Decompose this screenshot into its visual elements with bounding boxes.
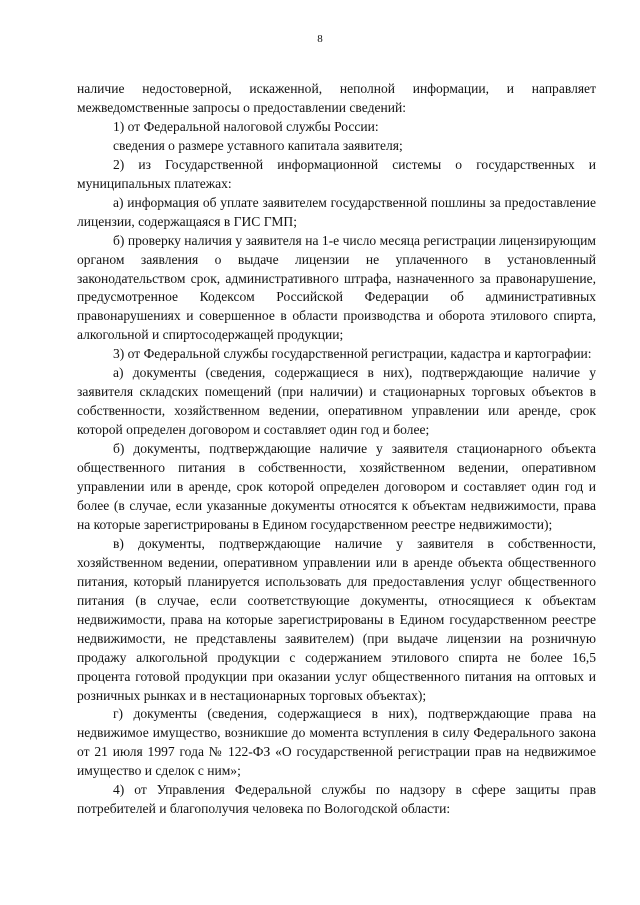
paragraph-item-4: 4) от Управления Федеральной службы по надзору в сфере защиты прав потребителей и благополучия человека по Вологодской области: xyxy=(77,782,596,817)
paragraph-item-3a: а) документы (сведения, содержащиеся в них), подтверждающие наличие у заявителя складских помещений (при наличии) и стационарных торговых объектов в собственности, хозяйственном ведении, оперативном управлении или аренде, срок которой определен договором и составляет один год и более; xyxy=(77,365,596,438)
paragraph-item-3g: г) документы (сведения, содержащиеся в них), подтверждающие права на недвижимое имущество, возникшие до момента вступления в силу Федерального закона от 21 июля 1997 года № 122-ФЗ «О государственной регистрации прав на недвижимое имущество и сделок с ним»; xyxy=(77,706,596,779)
paragraph-item-2: 2) из Государственной информационной системы о государственных и муниципальных платежах: xyxy=(77,156,596,191)
paragraph-item-1: 1) от Федеральной налоговой службы России: xyxy=(113,118,379,134)
paragraph-item-2b: б) проверку наличия у заявителя на 1-е число месяца регистрации лицензирующим органом заявления о выдаче лицензии не уплаченного в установленный законодательством срок, административного штрафа, назначенного за правонарушение, предусмотренное Кодексом Российской Федерации об административных правонарушениях и совершенное в области производства и оборота этилового спирта, алкогольной и спиртосодержащей продукции; xyxy=(77,232,596,343)
paragraph-item-3: 3) от Федеральной службы государственной регистрации, кадастра и картографии: xyxy=(113,346,592,362)
document-body xyxy=(77,80,596,819)
page-number: 8 xyxy=(317,33,323,45)
paragraph-item-3v: в) документы, подтверждающие наличие у заявителя в собственности, хозяйственном ведении, оперативном управлении или в аренде объекта общественного питания, который планируется использовать для предоставления услуг общественного питания (в случае, если соответствующие документы, относящиеся к объектам недвижимости, права на которые зарегистрированы в Едином государственном реестре недвижимости, не представлены заявителем) (при выдаче лицензии на розничную продажу алкогольной продукции с содержанием этилового спирта не более 16,5 процента готовой продукции при оказании услуг общественного питания на оптовых и розничных рынках и в нестационарных торговых объектах); xyxy=(77,535,596,703)
paragraph-intro: наличие недостоверной, искаженной, неполной информации, и направляет межведомственные запросы о предоставлении сведений: xyxy=(77,81,596,115)
paragraph-item-1-detail: сведения о размере уставного капитала заявителя; xyxy=(113,137,403,153)
paragraph-item-3b: б) документы, подтверждающие наличие у заявителя стационарного объекта общественного питания в собственности, хозяйственном ведении, оперативном управлении или в аренде, срок которой определен договором и составляет один год и более (в случае, если указанные документы относятся к объектам недвижимости, права на которые зарегистрированы в Едином государственном реестре недвижимости); xyxy=(77,441,596,532)
paragraph-item-2a: а) информация об уплате заявителем государственной пошлины за предоставление лицензии, содержащаяся в ГИС ГМП; xyxy=(77,194,596,229)
